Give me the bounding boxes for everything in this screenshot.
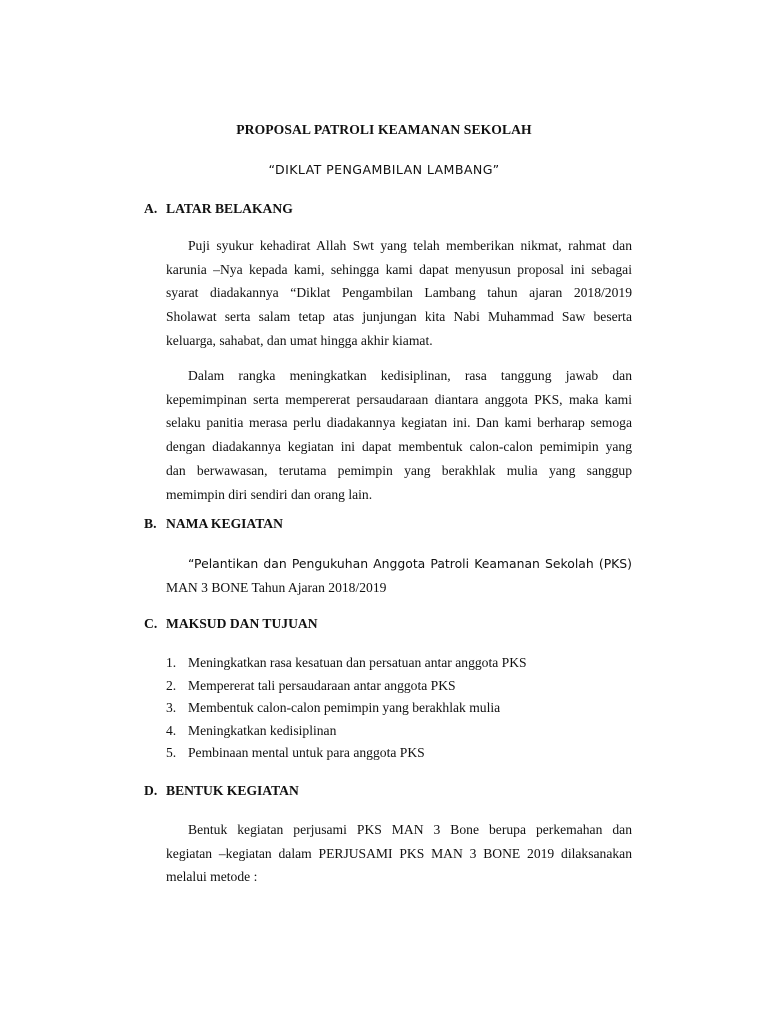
- section-c-title: MAKSUD DAN TUJUAN: [166, 616, 318, 631]
- section-a-letter: A.: [144, 201, 158, 216]
- paragraph-line: Bentuk kegiatan perjusami PKS MAN 3 Bone berupa perkemahan dan: [188, 822, 632, 837]
- list-text: Pembinaan mental untuk para anggota PKS: [188, 745, 425, 760]
- list-number: 4.: [166, 722, 177, 738]
- paragraph-line: MAN 3 BONE Tahun Ajaran 2018/2019: [166, 579, 387, 595]
- list-item: [166, 675, 527, 698]
- section-d-heading: [144, 783, 299, 799]
- list-text: Membentuk calon-calon pemimpin yang berakhlak mulia: [188, 700, 501, 715]
- section-c-heading: [144, 616, 318, 632]
- section-a-title: LATAR BELAKANG: [166, 201, 293, 216]
- objectives-list: [166, 652, 527, 765]
- document-subtitle: “DIKLAT PENGAMBILAN LAMBANG”: [268, 162, 500, 177]
- paragraph-line: “Pelantikan dan Pengukuhan Anggota Patroli Keamanan Sekolah (PKS): [188, 556, 632, 571]
- list-number: 5.: [166, 745, 177, 760]
- section-b-title: NAMA KEGIATAN: [166, 516, 283, 531]
- paragraph-line: Sholawat serta salam tetap atas junjungan kita Nabi Muhammad Saw beserta: [166, 309, 632, 325]
- list-item: [166, 697, 527, 720]
- list-number: 2.: [166, 677, 177, 693]
- paragraph-line: karunia –Nya kepada kami, sehingga kami dapat menyusun proposal ini sebagai: [166, 261, 632, 277]
- paragraph-line: keluarga, sahabat, dan umat hingga akhir kiamat.: [166, 332, 433, 348]
- paragraph-line: selaku panitia merasa perlu diadakannya kegiatan ini. Dan kami berharap semoga: [166, 415, 632, 431]
- section-b-paragraph: [166, 552, 632, 599]
- paragraph-line: dengan diadakannya kegiatan ini dapat membentuk calon-calon pemimipin yang: [166, 439, 632, 455]
- list-text: Meningkatkan rasa kesatuan dan persatuan antar anggota PKS: [188, 655, 527, 670]
- document-title: PROPOSAL PATROLI KEAMANAN SEKOLAH: [236, 122, 532, 137]
- list-item: [166, 742, 527, 765]
- section-d-letter: D.: [144, 783, 158, 798]
- section-d-title: BENTUK KEGIATAN: [166, 783, 299, 798]
- paragraph-line: syarat diadakannya “Diklat Pengambilan Lambang tahun ajaran 2018/2019: [166, 285, 632, 301]
- section-a-paragraph-1: [166, 234, 632, 353]
- list-number: 3.: [166, 700, 177, 715]
- section-d-paragraph: [166, 818, 632, 889]
- list-text: Meningkatkan kedisiplinan: [188, 722, 337, 738]
- paragraph-line: dan berwawasan, terutama pemimpin yang berakhlak mulia yang sanggup: [166, 462, 632, 478]
- paragraph-line: kepemimpinan serta mempererat persaudaraan diantara anggota PKS, maka kami: [166, 391, 632, 407]
- section-b-heading: [144, 516, 283, 532]
- paragraph-line: melalui metode :: [166, 869, 258, 885]
- paragraph-line: kegiatan –kegiatan dalam PERJUSAMI PKS MAN 3 BONE 2019 dilaksanakan: [166, 845, 632, 861]
- list-text: Mempererat tali persaudaraan antar anggota PKS: [188, 677, 456, 693]
- section-a-paragraph-2: [166, 364, 632, 506]
- paragraph-line: Dalam rangka meningkatkan kedisiplinan, rasa tanggung jawab dan: [188, 368, 632, 383]
- section-c-letter: C.: [144, 616, 158, 631]
- list-number: 1.: [166, 655, 177, 670]
- list-item: [166, 720, 527, 743]
- list-item: [166, 652, 527, 675]
- paragraph-line: memimpin diri sendiri dan orang lain.: [166, 486, 373, 502]
- paragraph-line: Puji syukur kehadirat Allah Swt yang telah memberikan nikmat, rahmat dan: [188, 238, 632, 253]
- section-b-letter: B.: [144, 516, 157, 531]
- section-a-heading: [144, 201, 293, 217]
